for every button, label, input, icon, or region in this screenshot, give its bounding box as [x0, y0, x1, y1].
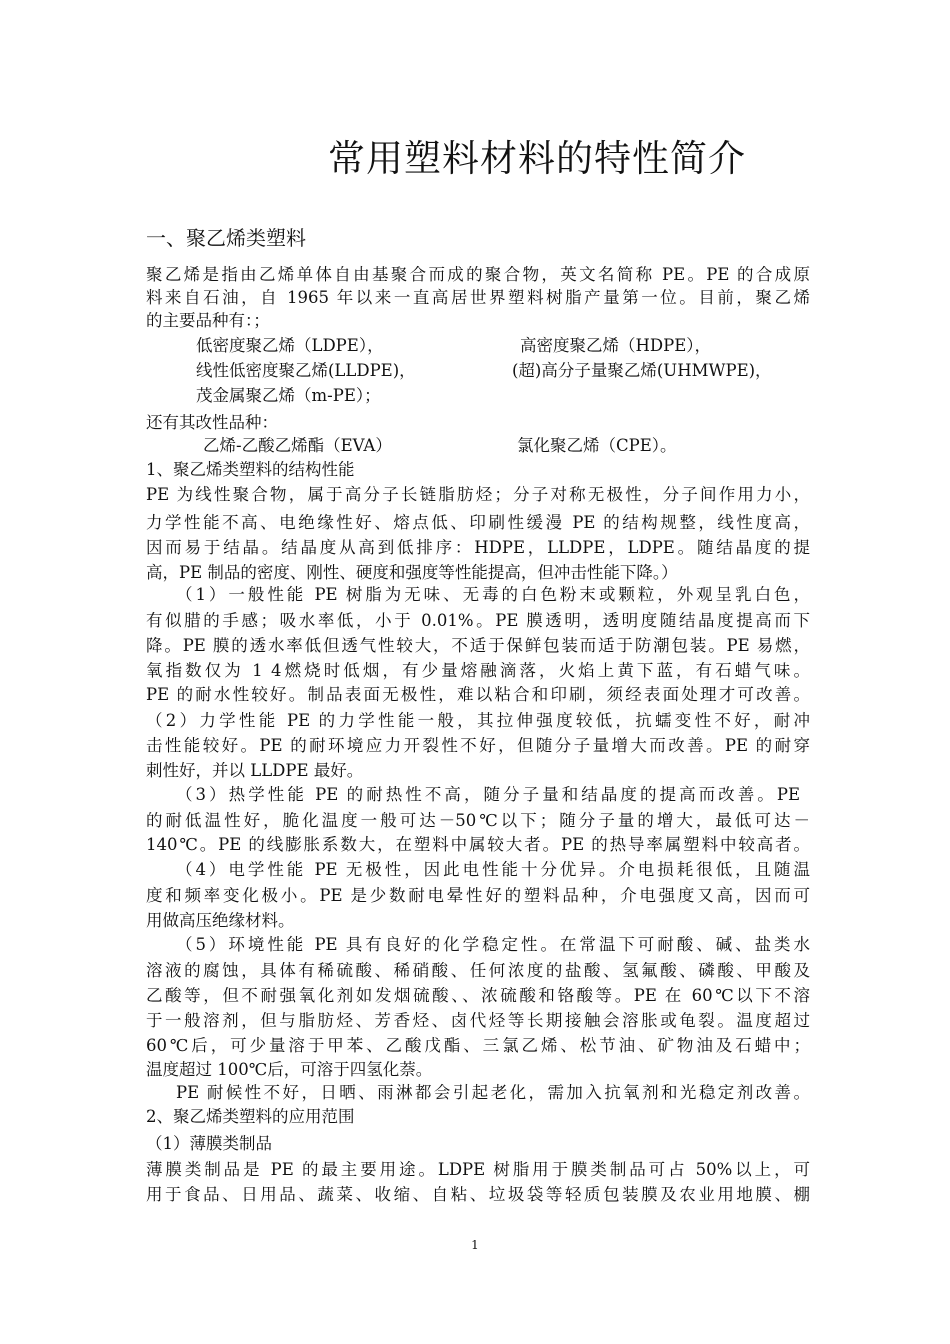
variety-item: (超)高分子量聚乙烯(UHMWPE)，: [512, 361, 772, 380]
variety-item: 线性低密度聚乙烯(LLDPE)，: [196, 361, 416, 380]
paragraph-line: 140℃。PE 的线膨胀系数大，在塑料中属较大者。PE 的热导率属塑料中较高者。: [146, 835, 810, 854]
paragraph-line: （1）一般性能 PE 树脂为无味、无毒的白色粉末或颗粒，外观呈乳白色，: [176, 585, 810, 604]
subsection-heading: 1、聚乙烯类塑料的结构性能: [146, 460, 355, 479]
section-heading: 一、聚乙烯类塑料: [146, 226, 306, 250]
paragraph-line: 用做高压绝缘材料。: [146, 911, 295, 930]
paragraph-line: 降。PE 膜的透水率低但透气性较大，不适于保鲜包装而适于防潮包装。PE 易燃，: [146, 636, 810, 655]
paragraph-line: （3）热学性能 PE 的耐热性不高，随分子量和结晶度的提高而改善。PE: [176, 785, 800, 804]
paragraph-line: 聚乙烯是指由乙烯单体自由基聚合而成的聚合物，英文名简称 PE。PE 的合成原: [146, 265, 810, 284]
document-title: 常用塑料材料的特性简介: [328, 137, 746, 180]
subsection-heading: 2、聚乙烯类塑料的应用范围: [146, 1107, 355, 1126]
paragraph-line: 力学性能不高、电绝缘性好、熔点低、印刷性缓漫 PE 的结构规整，线性度高，: [146, 513, 810, 532]
page-number: 1: [471, 1238, 479, 1252]
variety-item: 氯化聚乙烯（CPE）。: [517, 436, 677, 455]
paragraph-line: （2）力学性能 PE 的力学性能一般，其拉伸强度较低，抗蠕变性不好，耐冲: [146, 711, 810, 730]
paragraph-line: 料来自石油，自 1965 年以来一直高居世界塑料树脂产量第一位。目前，聚乙烯: [146, 288, 810, 307]
paragraph-line: 刺性好，并以 LLDPE 最好。: [146, 761, 364, 780]
paragraph-line: 薄膜类制品是 PE 的最主要用途。LDPE 树脂用于膜类制品可占 50%以上，可: [146, 1160, 810, 1179]
paragraph-line: PE 耐候性不好，日晒、雨淋都会引起老化，需加入抗氧剂和光稳定剂改善。: [176, 1083, 810, 1102]
paragraph-line: PE 的耐水性较好。制品表面无极性，难以粘合和印刷，须经表面处理才可改善。: [146, 685, 810, 704]
paragraph-line: 的主要品种有：；: [146, 311, 270, 330]
paragraph-line: 有似腊的手感；吸水率低，小于 0.01%。PE 膜透明，透明度随结晶度提高而下: [146, 611, 810, 630]
paragraph-line: 还有其改性品种：: [146, 413, 278, 432]
paragraph-line: 60℃后，可少量溶于甲苯、乙酸戊酯、三氯乙烯、松节油、矿物油及石蜡中；: [146, 1036, 810, 1055]
paragraph-line: 的耐低温性好，脆化温度一般可达－50℃以下；随分子量的增大，最低可达－: [146, 811, 810, 830]
paragraph-line: 温度超过 100℃后，可溶于四氢化萘。: [146, 1060, 433, 1079]
variety-item: 高密度聚乙烯（HDPE），: [520, 336, 712, 355]
paragraph-line: 高，PE 制品的密度、刚性、硬度和强度等性能提高，但冲击性能下降。）: [146, 563, 678, 582]
variety-item: 低密度聚乙烯（LDPE），: [196, 336, 384, 355]
paragraph-line: 度和频率变化极小。PE 是少数耐电晕性好的塑料品种，介电强度又高，因而可: [146, 886, 810, 905]
variety-item: 茂金属聚乙烯（m-PE）；: [196, 386, 381, 405]
paragraph-line: PE 为线性聚合物，属于高分子长链脂肪烃；分子对称无极性，分子间作用力小，: [146, 485, 810, 504]
paragraph-line: （5）环境性能 PE 具有良好的化学稳定性。在常温下可耐酸、碱、盐类水: [176, 935, 810, 954]
paragraph-line: 于一般溶剂，但与脂肪烃、芳香烃、卤代烃等长期接触会溶胀或龟裂。温度超过: [146, 1011, 810, 1030]
paragraph-line: 乙酸等，但不耐强氧化剂如发烟硫酸、、浓硫酸和铬酸等。PE 在 60℃以下不溶: [146, 986, 810, 1005]
paragraph-line: 氧指数仅为 1 4燃烧时低烟，有少量熔融滴落，火焰上黄下蓝，有石蜡气味。: [146, 661, 810, 680]
paragraph-line: 溶液的腐蚀，具体有稀硫酸、稀硝酸、任何浓度的盐酸、氢氟酸、磷酸、甲酸及: [146, 961, 810, 980]
paragraph-line: 因而易于结晶。结晶度从高到低排序：HDPE，LLDPE，LDPE。随结晶度的提: [146, 538, 810, 557]
paragraph-line: 击性能较好。PE 的耐环境应力开裂性不好，但随分子量增大而改善。PE 的耐穿: [146, 736, 810, 755]
variety-item: 乙烯-乙酸乙烯酯（EVA）: [203, 436, 392, 455]
subsection-heading: （1）薄膜类制品: [146, 1134, 272, 1153]
paragraph-line: （4）电学性能 PE 无极性，因此电性能十分优异。介电损耗很低，且随温: [176, 860, 810, 879]
paragraph-line: 用于食品、日用品、蔬菜、收缩、自粘、垃圾袋等轻质包装膜及农业用地膜、棚: [146, 1185, 810, 1204]
